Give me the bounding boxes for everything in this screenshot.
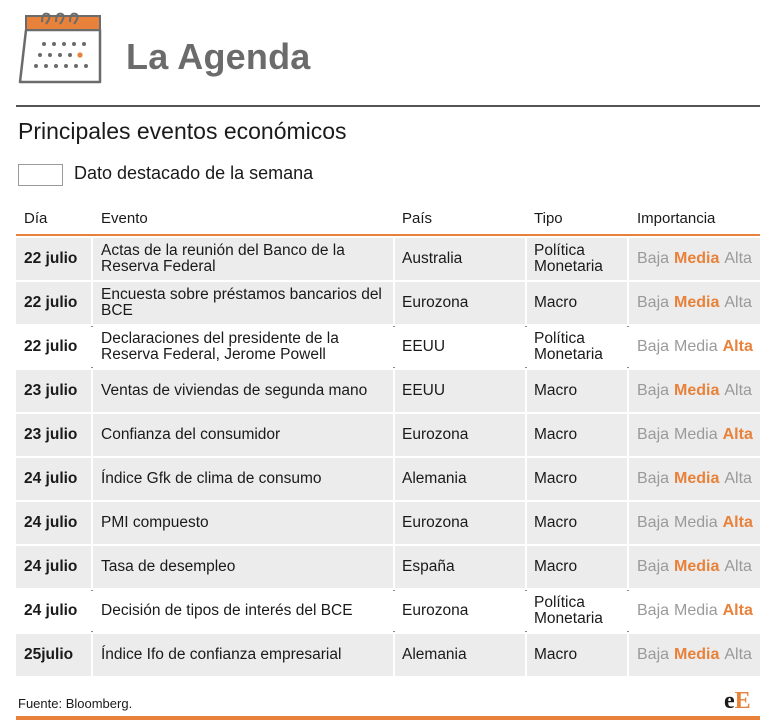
importance-level-alta: Alta bbox=[724, 646, 752, 663]
country-cell: España bbox=[402, 558, 455, 575]
importance-cell bbox=[637, 458, 752, 500]
importance-level-media: Media bbox=[674, 602, 718, 619]
table-row bbox=[16, 238, 760, 280]
column-header-event: Evento bbox=[101, 210, 148, 227]
header-divider bbox=[16, 105, 760, 107]
importance-level-alta: Alta bbox=[722, 602, 753, 619]
country-cell: EEUU bbox=[402, 338, 446, 355]
importance-level-alta: Alta bbox=[724, 294, 752, 311]
event-cell: Encuesta sobre préstamos bancarios del BCE bbox=[101, 286, 382, 319]
importance-level-baja: Baja bbox=[637, 382, 670, 399]
importance-cell bbox=[637, 370, 752, 412]
event-cell: Índice Ifo de confianza empresarial bbox=[101, 646, 342, 663]
importance-cell bbox=[637, 326, 753, 368]
day-cell: 24 julio bbox=[24, 602, 78, 619]
importance-level-baja: Baja bbox=[637, 602, 670, 619]
event-cell: PMI compuesto bbox=[101, 514, 209, 531]
importance-level-media: Media bbox=[674, 338, 718, 355]
country-cell: Alemania bbox=[402, 646, 467, 663]
importance-level-media: Media bbox=[674, 470, 720, 487]
day-cell: 22 julio bbox=[24, 338, 78, 355]
importance-level-baja: Baja bbox=[637, 558, 670, 575]
day-cell: 23 julio bbox=[24, 382, 78, 399]
importance-level-baja: Baja bbox=[637, 646, 670, 663]
day-cell: 24 julio bbox=[24, 514, 78, 531]
day-cell: 23 julio bbox=[24, 426, 78, 443]
event-cell: Tasa de desempleo bbox=[101, 558, 236, 575]
type-cell: Macro bbox=[534, 294, 578, 311]
importance-level-baja: Baja bbox=[637, 514, 670, 531]
table-row bbox=[16, 502, 760, 544]
importance-cell bbox=[637, 546, 752, 588]
type-cell: Macro bbox=[534, 382, 578, 399]
type-cell: Macro bbox=[534, 426, 578, 443]
day-cell: 24 julio bbox=[24, 470, 78, 487]
column-header-type: Tipo bbox=[534, 210, 563, 227]
legend-label: Dato destacado de la semana bbox=[74, 163, 314, 183]
country-cell: Australia bbox=[402, 250, 463, 267]
importance-level-baja: Baja bbox=[637, 470, 670, 487]
type-cell: Política Monetaria bbox=[534, 594, 603, 627]
importance-cell bbox=[637, 502, 753, 544]
importance-level-alta: Alta bbox=[724, 558, 752, 575]
event-cell: Índice Gfk de clima de consumo bbox=[101, 470, 322, 487]
column-header-importance: Importancia bbox=[637, 210, 716, 227]
day-cell: 22 julio bbox=[24, 294, 78, 311]
type-cell: Macro bbox=[534, 470, 578, 487]
importance-level-media: Media bbox=[674, 382, 720, 399]
importance-level-baja: Baja bbox=[637, 426, 670, 443]
event-cell: Actas de la reunión del Banco de la Reserva Federal bbox=[101, 242, 345, 275]
importance-cell bbox=[637, 282, 752, 324]
day-cell: 25julio bbox=[24, 646, 74, 663]
table-row bbox=[16, 282, 760, 324]
type-cell: Política Monetaria bbox=[534, 330, 603, 363]
calendar-icon bbox=[16, 8, 110, 88]
country-cell: Alemania bbox=[402, 470, 467, 487]
importance-level-alta: Alta bbox=[722, 426, 753, 443]
header bbox=[0, 0, 770, 108]
importance-level-alta: Alta bbox=[722, 338, 753, 355]
event-cell: Decisión de tipos de interés del BCE bbox=[101, 602, 353, 619]
legend-swatch bbox=[18, 164, 63, 186]
table-header bbox=[16, 204, 760, 236]
day-cell: 22 julio bbox=[24, 250, 78, 267]
type-cell: Macro bbox=[534, 646, 578, 663]
column-header-country: País bbox=[402, 210, 433, 227]
importance-cell bbox=[637, 414, 753, 456]
importance-level-alta: Alta bbox=[724, 250, 752, 267]
importance-level-alta: Alta bbox=[722, 514, 753, 531]
country-cell: Eurozona bbox=[402, 294, 469, 311]
importance-level-alta: Alta bbox=[724, 382, 752, 399]
event-cell: Declaraciones del presidente de la Reserva Federal, Jerome Powell bbox=[101, 330, 339, 363]
table-row bbox=[16, 370, 760, 412]
type-cell: Macro bbox=[534, 558, 578, 575]
importance-cell bbox=[637, 590, 753, 632]
importance-level-media: Media bbox=[674, 250, 720, 267]
importance-level-alta: Alta bbox=[724, 470, 752, 487]
table-row bbox=[16, 590, 760, 632]
table-row bbox=[16, 634, 760, 676]
country-cell: Eurozona bbox=[402, 602, 469, 619]
source-note: Fuente: Bloomberg. bbox=[18, 696, 133, 711]
importance-level-baja: Baja bbox=[637, 294, 670, 311]
section-subtitle: Principales eventos económicos bbox=[18, 118, 347, 144]
table-row bbox=[16, 414, 760, 456]
event-cell: Confianza del consumidor bbox=[101, 426, 281, 443]
importance-level-baja: Baja bbox=[637, 250, 670, 267]
country-cell: Eurozona bbox=[402, 426, 469, 443]
footer-accent-bar bbox=[16, 716, 760, 720]
importance-level-media: Media bbox=[674, 558, 720, 575]
type-cell: Macro bbox=[534, 514, 578, 531]
type-cell: Política Monetaria bbox=[534, 242, 603, 275]
table-body bbox=[16, 238, 760, 676]
importance-cell bbox=[637, 634, 752, 676]
importance-level-media: Media bbox=[674, 294, 720, 311]
importance-level-baja: Baja bbox=[637, 338, 670, 355]
country-cell: Eurozona bbox=[402, 514, 469, 531]
table-row bbox=[16, 546, 760, 588]
country-cell: EEUU bbox=[402, 382, 446, 399]
importance-level-media: Media bbox=[674, 646, 720, 663]
page-title: La Agenda bbox=[126, 36, 311, 77]
importance-level-media: Media bbox=[674, 426, 718, 443]
importance-cell bbox=[637, 238, 752, 280]
column-header-day: Día bbox=[24, 210, 48, 227]
events-table bbox=[16, 204, 760, 676]
importance-level-media: Media bbox=[674, 514, 718, 531]
table-row bbox=[16, 326, 760, 368]
table-row bbox=[16, 458, 760, 500]
day-cell: 24 julio bbox=[24, 558, 78, 575]
event-cell: Ventas de viviendas de segunda mano bbox=[101, 382, 368, 399]
brand-logo: eE bbox=[724, 688, 751, 714]
